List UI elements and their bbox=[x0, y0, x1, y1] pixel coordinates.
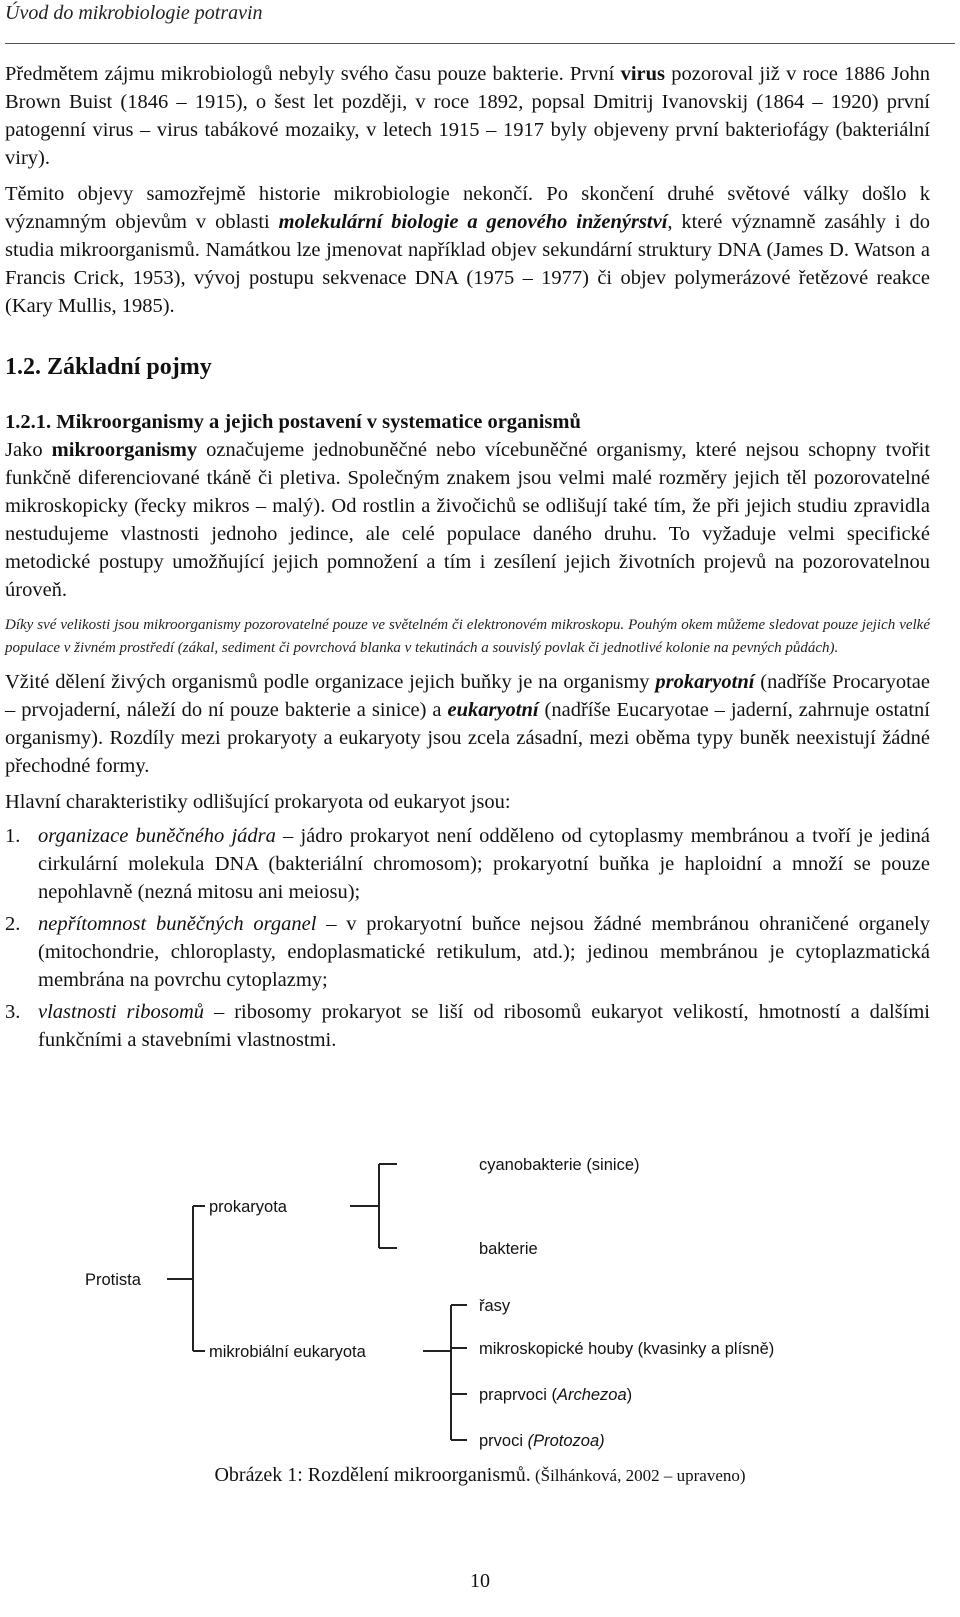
text-run: označujeme jednobuněčné nebo vícebuněčné organismy, které nejsou schopny tvořit funkčně diferenciované tkáně či pletiva. Společným znakem jsou velmi malé rozměry jejich těl pozorovatelné mikroskopicky (řecky mikros – malý). Od rostlin a živočichů se odlišují také tím, že při jejich studiu zpravidla nestudujeme vlastnosti jednoho jedince, ale celé populace daného druhu. To vyžaduje velmi specifické metodické postupy umožňující jejich pomnožení a tím i zesílení jejich životních projevů na pozorovatelnou úroveň. bbox=[5, 439, 931, 601]
leaf-text-run: ) bbox=[626, 1386, 633, 1404]
text-run: Předmětem zájmu mikrobiologů nebyly svého času pouze bakterie. První bbox=[5, 63, 621, 85]
list-item bbox=[5, 910, 930, 994]
text-run: (nadříše Procaryotae – prvojaderní, náleží do ní pouze bakterie a sinice) a bbox=[5, 671, 931, 721]
node-protista: Protista bbox=[85, 1271, 141, 1289]
subsection-heading: 1.2.1. Mikroorganismy a jejich postavení v systematice organismů bbox=[5, 411, 581, 433]
bold-term-mikroorganismy: mikroorganismy bbox=[51, 439, 198, 461]
figure-caption bbox=[0, 1464, 960, 1487]
paragraph-characteristics-intro: Hlavní charakteristiky odlišující prokaryota od eukaryot jsou: bbox=[5, 791, 511, 813]
node-prokaryota: prokaryota bbox=[209, 1198, 287, 1216]
text-run: – jádro prokaryot není odděleno od cytoplasmy membránou a tvoří je jediná cirkulární molekula DNA (bakteriální chromosom); prokaryotní buňka je haploidní a množí se pouze nepohlavně (nezná mitosu ani meiosu); bbox=[38, 825, 930, 903]
leaf-text-run: pra bbox=[479, 1386, 503, 1404]
leaf-praprvoci bbox=[479, 1386, 632, 1404]
bold-term-molecular-biology: molekulární biologie a genového inženýrství bbox=[278, 211, 668, 233]
list-term: nepřítomnost buněčných organel bbox=[38, 913, 317, 935]
text-run: Vžité dělení živých organismů podle organizace jejich buňky je na organismy bbox=[5, 671, 656, 693]
leaf-text-run: prvoci ( bbox=[502, 1386, 557, 1404]
leaf-latin-name: (Protozoa) bbox=[527, 1432, 605, 1450]
paragraph-microorganisms bbox=[5, 436, 930, 604]
leaf-latin-name: Archezoa bbox=[556, 1386, 627, 1404]
note-paragraph: Díky své velikosti jsou mikroorganismy pozorovatelné pouze ve světelném či elektronovém mikroskopu. Pouhým okem můžeme sledovat pouze jejich velké populace v živném prostředí (zákal, sediment či povrchová blanka v tekutinách a souvislý povlak či jednotlivé kolonie na pevných půdách). bbox=[5, 617, 930, 656]
leaf-bakterie: bakterie bbox=[479, 1240, 538, 1258]
section-heading: 1.2. Základní pojmy bbox=[5, 354, 212, 380]
list-number: 2. bbox=[5, 913, 21, 935]
list-number: 1. bbox=[5, 825, 21, 847]
list-number: 3. bbox=[5, 1001, 21, 1023]
text-run: pozoroval již v roce 1886 John Brown Buist (1846 – 1915), o šest let později, v roce 1892, popsal Dmitrij Ivanovskij (1864 – 1920) první patogenní virus – virus tabákové mozaiky, v letech 1915 – 1917 byly objeveny první bakteriofágy (bakteriální viry). bbox=[5, 63, 930, 169]
leaf-cyanobakterie: cyanobakterie (sinice) bbox=[479, 1156, 640, 1174]
leaf-prvoci bbox=[479, 1432, 605, 1450]
running-header: Úvod do mikrobiologie potravin bbox=[5, 2, 263, 24]
list-term: vlastnosti ribosomů bbox=[38, 1001, 205, 1023]
caption-title: Obrázek 1: Rozdělení mikroorganismů. bbox=[214, 1464, 531, 1486]
list-term: organizace buněčného jádra bbox=[38, 825, 276, 847]
text-run: Těmito objevy samozřejmě historie mikrobiologie nekončí. Po skončení druhé světové války došlo k významným objevům v oblasti bbox=[5, 183, 930, 233]
list-text bbox=[38, 910, 930, 994]
classification-diagram bbox=[75, 1138, 775, 1450]
text-run: – ribosomy prokaryot se liší od ribosomů eukaryot velikostí, hmotností a dalšími funkčními a stavebními vlastnostmi. bbox=[38, 1001, 930, 1051]
paragraph-viruses bbox=[5, 60, 930, 172]
paragraph-molecular bbox=[5, 180, 930, 320]
text-run: (nadříše Eucaryotae – jaderní, zahrnuje ostatní organismy). Rozdíly mezi prokaryoty a eukaryoty jsou zcela zásadní, mezi oběma typy buněk neexistují žádné přechodné formy. bbox=[5, 699, 930, 777]
text-run: Jako bbox=[5, 439, 52, 461]
leaf-mikroskopicke-houby: mikroskopické houby (kvasinky a plísně) bbox=[479, 1340, 775, 1358]
bold-term-eukaryotni: eukaryotní bbox=[447, 699, 539, 721]
caption-source: (Šilhánková, 2002 – upraveno) bbox=[530, 1466, 746, 1485]
bold-term-virus: virus bbox=[620, 63, 665, 85]
list-text bbox=[38, 998, 930, 1054]
leaf-text-run: prvoci bbox=[479, 1432, 528, 1450]
list-item bbox=[5, 822, 930, 906]
text-run: , které významně zasáhly i do studia mikroorganismů. Namátkou lze jmenovat například objev sekundární struktury DNA (James D. Watson a Francis Crick, 1953), vývoj postupu sekvenace DNA (1975 – 1977) či objev polymerázové řetězové reakce (Kary Mullis, 1985). bbox=[5, 211, 930, 317]
list-item bbox=[5, 998, 930, 1054]
page-number: 10 bbox=[470, 1570, 490, 1592]
text-run: – v prokaryotní buňce nejsou žádné membránou ohraničené organely (mitochondrie, chloroplasty, endoplasmatické retikulum, atd.); jedinou membránou je cytoplazmatická membrána na povrchu cytoplazmy; bbox=[38, 913, 931, 991]
bold-term-prokaryotni: prokaryotní bbox=[655, 671, 755, 693]
classification-tree bbox=[75, 1138, 775, 1450]
list-text bbox=[38, 822, 930, 906]
characteristics-list bbox=[5, 822, 930, 1054]
node-mikrobialni-eukaryota: mikrobiální eukaryota bbox=[209, 1343, 366, 1361]
body-text bbox=[5, 60, 930, 1054]
leaf-rasy: řasy bbox=[479, 1297, 511, 1315]
header-rule bbox=[5, 43, 955, 44]
paragraph-prokaryota-eukaryota bbox=[5, 668, 930, 780]
